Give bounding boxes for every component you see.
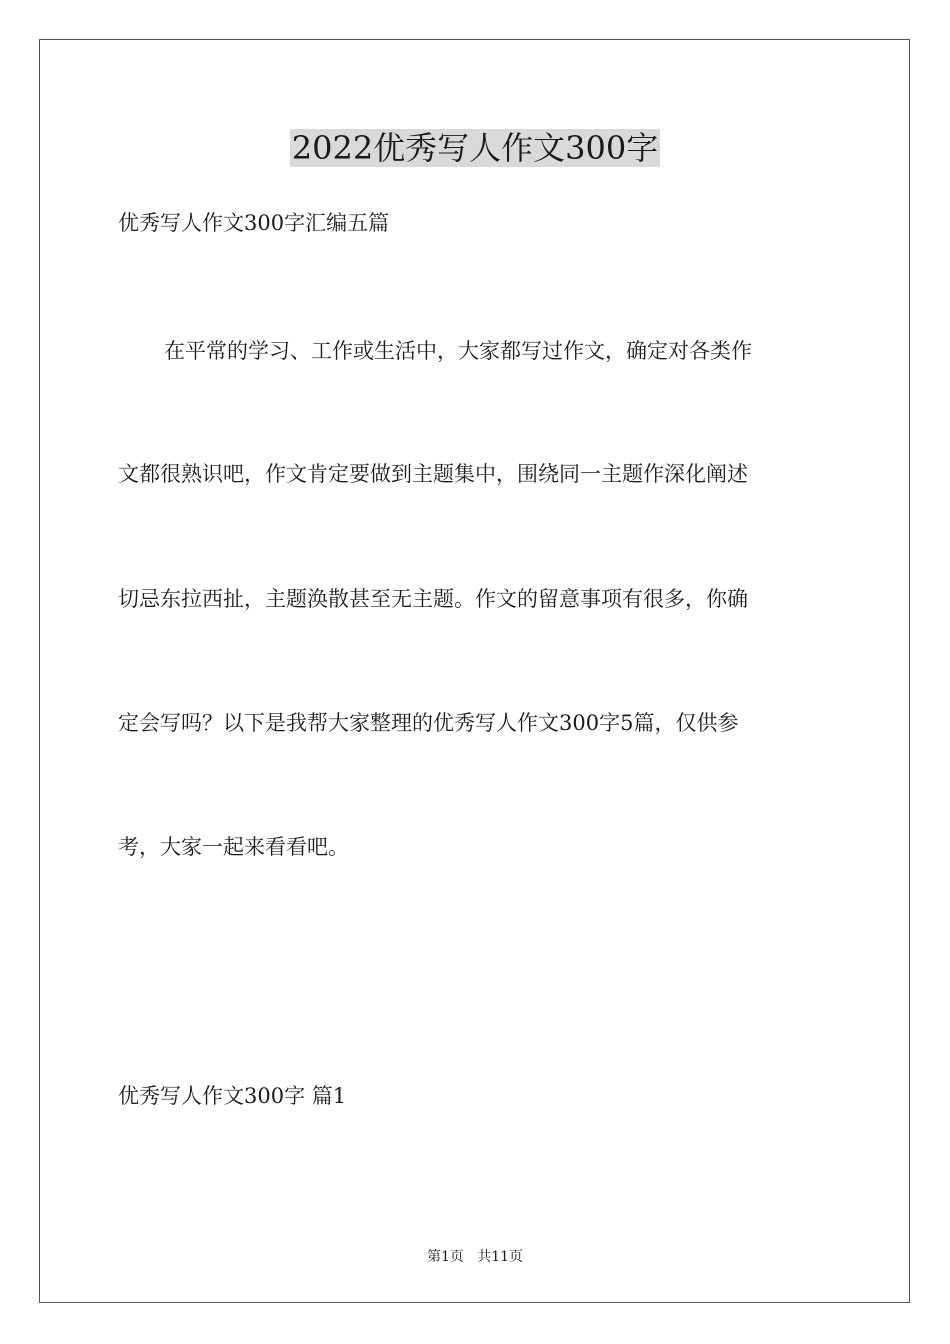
document-subtitle: 优秀写人作文300字汇编五篇 — [118, 211, 390, 235]
paragraph-line: 定会写吗？以下是我帮大家整理的优秀写人作文300字5篇，仅供参 — [118, 711, 739, 735]
document-title-text: 2022优秀写人作文300字 — [291, 129, 659, 167]
page-footer: 第1页 共11页 — [426, 1249, 524, 1265]
document-title — [0, 126, 950, 170]
paragraph-line: 考，大家一起来看看吧。 — [118, 835, 349, 859]
paragraph-line: 文都很熟识吧，作文肯定要做到主题集中，围绕同一主题作深化阐述 — [118, 462, 748, 486]
paragraph-line: 在平常的学习、工作或生活中，大家都写过作文，确定对各类作 — [164, 339, 752, 363]
paragraph-line: 切忌东拉西扯，主题涣散甚至无主题。作文的留意事项有很多，你确 — [118, 587, 748, 611]
section-heading: 优秀写人作文300字 篇1 — [118, 1084, 347, 1108]
